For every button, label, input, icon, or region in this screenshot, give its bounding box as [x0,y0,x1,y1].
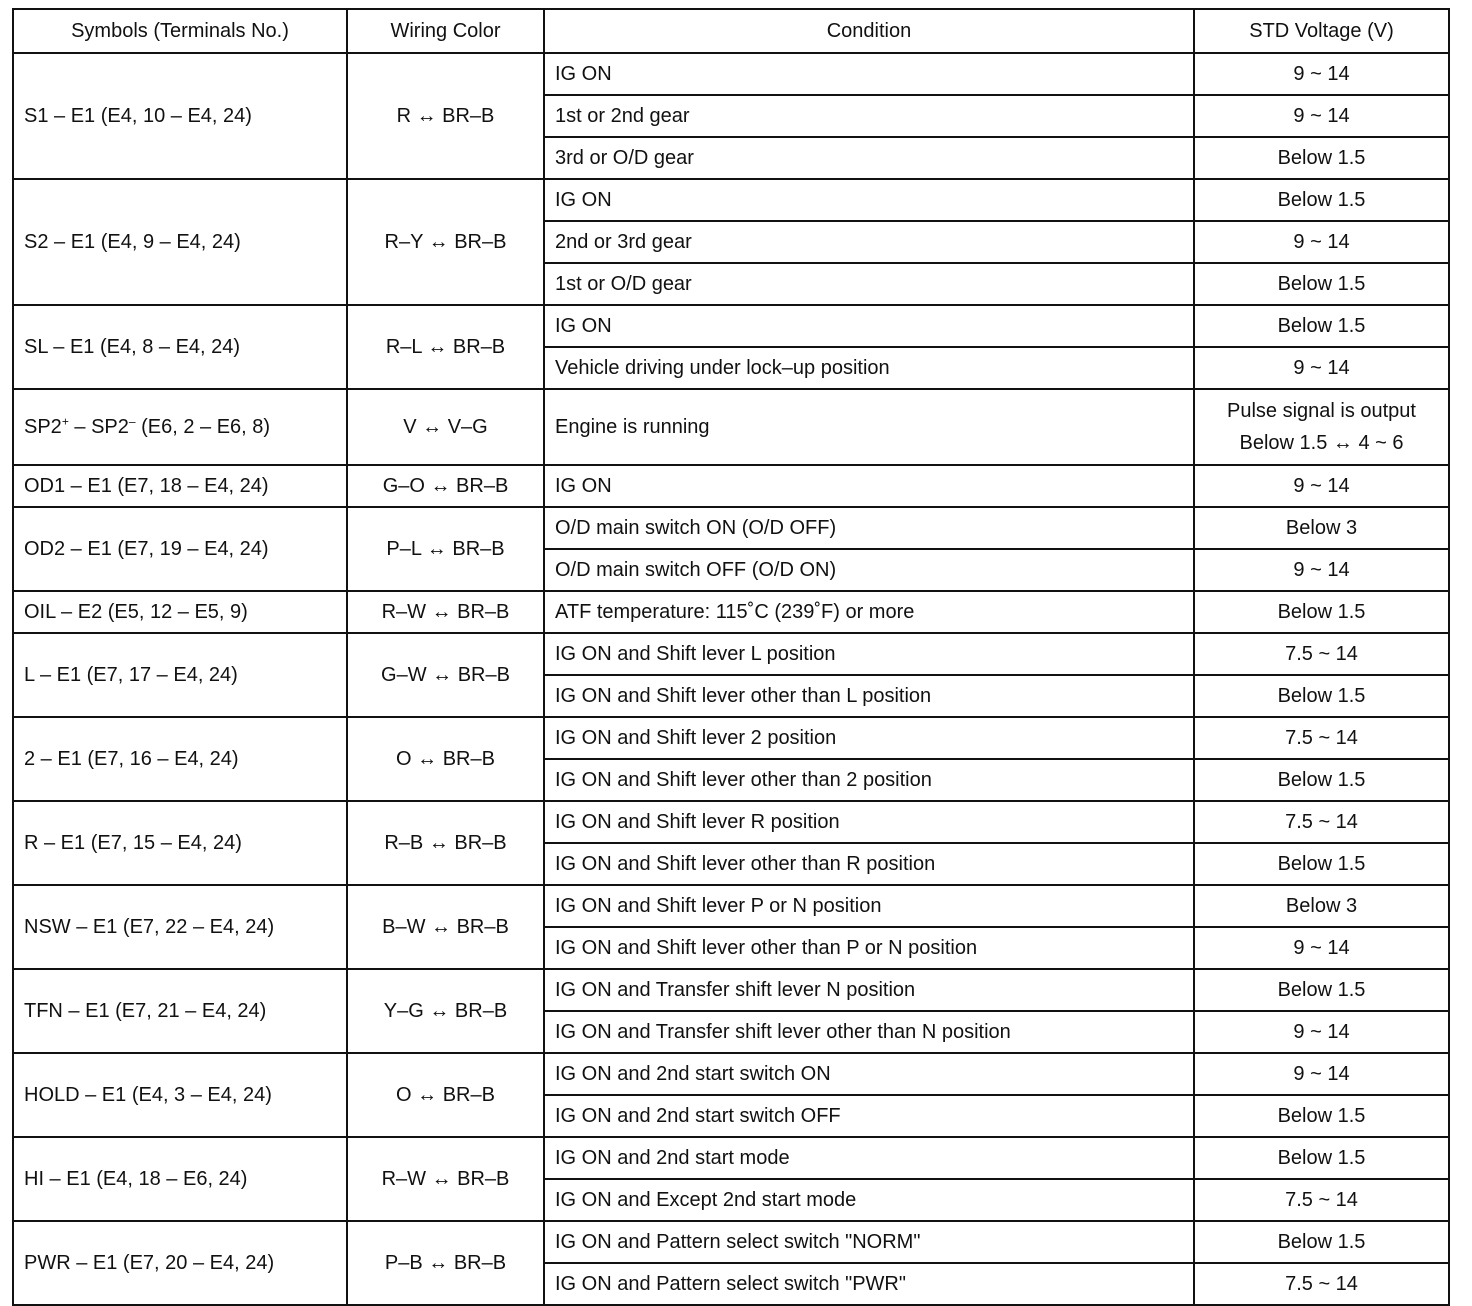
std-voltage: 9 ~ 14 [1194,549,1449,591]
condition: IG ON [544,179,1194,221]
condition: IG ON and Shift lever P or N position [544,885,1194,927]
condition: Engine is running [544,389,1194,465]
condition: ATF temperature: 115˚C (239˚F) or more [544,591,1194,633]
std-voltage: 9 ~ 14 [1194,347,1449,389]
terminal-symbol: TFN – E1 (E7, 21 – E4, 24) [13,969,347,1053]
wiring-color: P–B ↔ BR–B [347,1221,544,1305]
std-voltage: Below 1.5 [1194,1137,1449,1179]
terminal-symbol: OIL – E2 (E5, 12 – E5, 9) [13,591,347,633]
table-row [13,801,1449,843]
wiring-color: P–L ↔ BR–B [347,507,544,591]
condition: IG ON and Shift lever other than 2 position [544,759,1194,801]
table-row [13,305,1449,347]
std-voltage [1194,389,1449,465]
terminal-symbol: S1 – E1 (E4, 10 – E4, 24) [13,53,347,179]
symbol-superscript: – [128,414,136,429]
std-voltage: Below 1.5 [1194,263,1449,305]
condition: IG ON and Transfer shift lever other than N position [544,1011,1194,1053]
table-row [13,1053,1449,1095]
wiring-color: O ↔ BR–B [347,717,544,801]
std-voltage: 7.5 ~ 14 [1194,717,1449,759]
std-voltage: Below 3 [1194,507,1449,549]
std-voltage: 7.5 ~ 14 [1194,1179,1449,1221]
terminal-symbol: HI – E1 (E4, 18 – E6, 24) [13,1137,347,1221]
condition: IG ON [544,53,1194,95]
condition: IG ON and 2nd start mode [544,1137,1194,1179]
condition: IG ON and Shift lever other than R position [544,843,1194,885]
header-std-voltage: STD Voltage (V) [1194,9,1449,53]
condition: 1st or 2nd gear [544,95,1194,137]
condition: O/D main switch OFF (O/D ON) [544,549,1194,591]
wiring-color: R–W ↔ BR–B [347,591,544,633]
terminal-symbol: L – E1 (E7, 17 – E4, 24) [13,633,347,717]
wiring-color: V ↔ V–G [347,389,544,465]
header-wiring-color: Wiring Color [347,9,544,53]
table-row [13,465,1449,507]
wiring-color: G–W ↔ BR–B [347,633,544,717]
condition: IG ON and Shift lever R position [544,801,1194,843]
std-voltage: Below 1.5 [1194,179,1449,221]
std-voltage: Below 1.5 [1194,969,1449,1011]
header-condition: Condition [544,9,1194,53]
std-voltage-line: Below 1.5 ↔ 4 ~ 6 [1239,432,1404,454]
terminal-symbol: NSW – E1 (E7, 22 – E4, 24) [13,885,347,969]
std-voltage: 7.5 ~ 14 [1194,1263,1449,1305]
table-row [13,591,1449,633]
header-row [13,9,1449,53]
wiring-color: R ↔ BR–B [347,53,544,179]
std-voltage: Below 3 [1194,885,1449,927]
condition: IG ON and Transfer shift lever N position [544,969,1194,1011]
std-voltage: Below 1.5 [1194,1095,1449,1137]
wiring-color: R–Y ↔ BR–B [347,179,544,305]
terminal-symbol: PWR – E1 (E7, 20 – E4, 24) [13,1221,347,1305]
std-voltage: Below 1.5 [1194,843,1449,885]
table-row [13,969,1449,1011]
condition: Vehicle driving under lock–up position [544,347,1194,389]
std-voltage: Below 1.5 [1194,675,1449,717]
symbol-part: SP2 [24,416,62,438]
condition: IG ON [544,305,1194,347]
wiring-color: R–W ↔ BR–B [347,1137,544,1221]
wiring-color: R–B ↔ BR–B [347,801,544,885]
std-voltage: 7.5 ~ 14 [1194,633,1449,675]
condition: 1st or O/D gear [544,263,1194,305]
table-row [13,53,1449,95]
table-row [13,507,1449,549]
std-voltage: 9 ~ 14 [1194,927,1449,969]
std-voltage: 9 ~ 14 [1194,95,1449,137]
std-voltage: 9 ~ 14 [1194,465,1449,507]
std-voltage: 9 ~ 14 [1194,1011,1449,1053]
std-voltage: Below 1.5 [1194,591,1449,633]
condition: IG ON and Except 2nd start mode [544,1179,1194,1221]
table-row [13,633,1449,675]
terminal-symbol [13,389,347,465]
condition: IG ON and 2nd start switch OFF [544,1095,1194,1137]
wiring-color: R–L ↔ BR–B [347,305,544,389]
terminal-symbol: 2 – E1 (E7, 16 – E4, 24) [13,717,347,801]
condition: O/D main switch ON (O/D OFF) [544,507,1194,549]
header-symbols: Symbols (Terminals No.) [13,9,347,53]
std-voltage: 9 ~ 14 [1194,53,1449,95]
table-row [13,1137,1449,1179]
symbol-part: – SP2 [68,416,129,438]
table-body [13,53,1449,1305]
condition: IG ON and Shift lever 2 position [544,717,1194,759]
std-voltage: Below 1.5 [1194,759,1449,801]
condition: 3rd or O/D gear [544,137,1194,179]
condition: IG ON and Pattern select switch "PWR" [544,1263,1194,1305]
std-voltage: Below 1.5 [1194,1221,1449,1263]
std-voltage: 9 ~ 14 [1194,1053,1449,1095]
std-voltage-line: Pulse signal is output [1226,400,1416,422]
wiring-color: G–O ↔ BR–B [347,465,544,507]
wiring-color: O ↔ BR–B [347,1053,544,1137]
std-voltage: Below 1.5 [1194,305,1449,347]
condition: IG ON and Shift lever other than L position [544,675,1194,717]
table-row [13,717,1449,759]
terminal-symbol: S2 – E1 (E4, 9 – E4, 24) [13,179,347,305]
terminal-symbol: OD1 – E1 (E7, 18 – E4, 24) [13,465,347,507]
terminal-symbol: SL – E1 (E4, 8 – E4, 24) [13,305,347,389]
condition: IG ON and Shift lever L position [544,633,1194,675]
std-voltage: 7.5 ~ 14 [1194,801,1449,843]
std-voltage: Below 1.5 [1194,137,1449,179]
symbol-part: (E6, 2 – E6, 8) [135,416,271,438]
wiring-color: B–W ↔ BR–B [347,885,544,969]
condition: IG ON and Pattern select switch "NORM" [544,1221,1194,1263]
terminal-symbol: HOLD – E1 (E4, 3 – E4, 24) [13,1053,347,1137]
symbol-superscript: + [61,414,69,429]
table-row [13,389,1449,465]
wiring-color: Y–G ↔ BR–B [347,969,544,1053]
condition: IG ON [544,465,1194,507]
condition: 2nd or 3rd gear [544,221,1194,263]
table-row [13,1221,1449,1263]
terminal-symbol: OD2 – E1 (E7, 19 – E4, 24) [13,507,347,591]
table-row [13,179,1449,221]
terminal-voltage-table [12,8,1450,1306]
terminal-symbol: R – E1 (E7, 15 – E4, 24) [13,801,347,885]
std-voltage: 9 ~ 14 [1194,221,1449,263]
table-row [13,885,1449,927]
condition: IG ON and Shift lever other than P or N position [544,927,1194,969]
condition: IG ON and 2nd start switch ON [544,1053,1194,1095]
